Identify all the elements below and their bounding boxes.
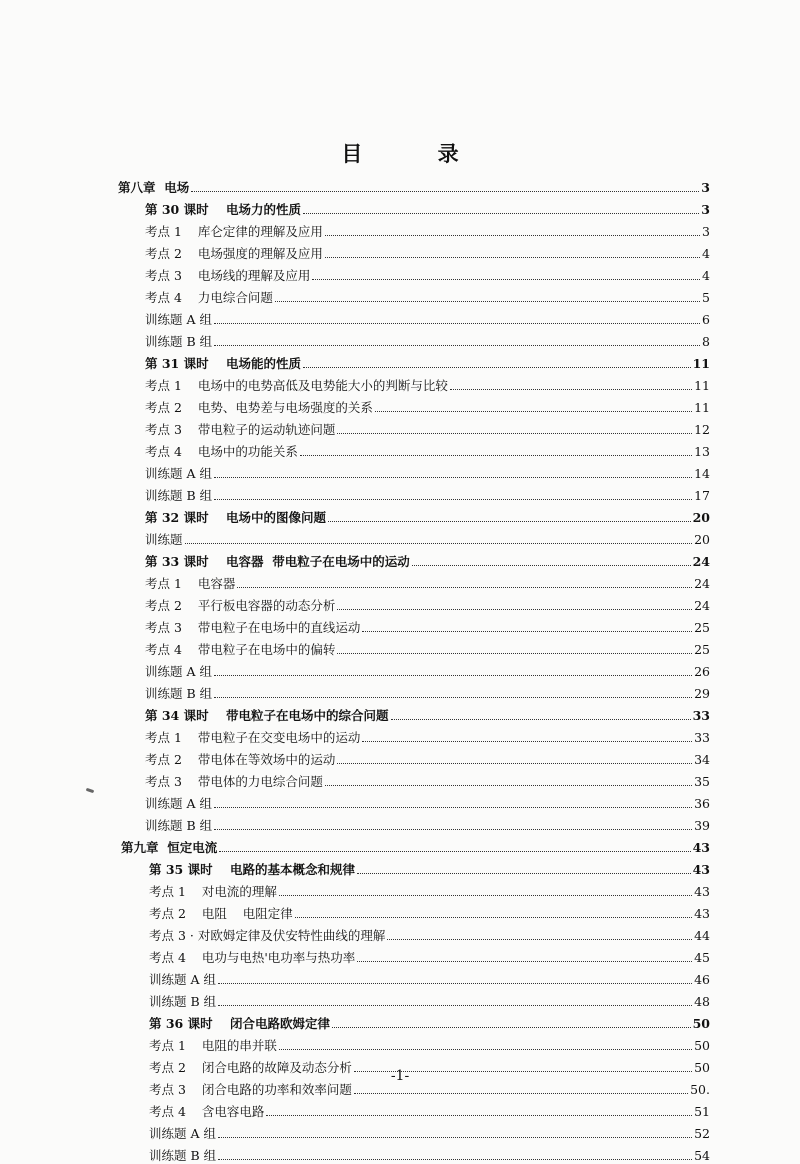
toc-entry-page: 33 — [692, 708, 710, 723]
toc-entry-page: 4 — [702, 268, 710, 283]
dot-leader — [362, 631, 692, 632]
toc-entry-page: 35 — [694, 774, 710, 789]
dot-leader — [219, 851, 690, 852]
toc-entry-page: 25 — [694, 620, 710, 635]
dot-leader — [237, 587, 692, 588]
dot-leader — [214, 477, 692, 478]
page-number: -1- — [390, 1068, 410, 1084]
toc-entry — [145, 328, 710, 350]
toc-entry-page: 3 — [702, 224, 710, 239]
toc-entry-page: 45 — [694, 950, 710, 965]
dot-leader — [214, 345, 700, 346]
toc-entry — [149, 944, 710, 966]
toc-entry-label: 考点 2 电阻 电阻定律 — [149, 906, 293, 921]
toc-entry-page: 24 — [694, 576, 710, 591]
toc-entry-label: 训练题 B 组 — [145, 686, 213, 701]
toc-entry-label: 考点 3 电场线的理解及应用 — [145, 268, 311, 283]
toc-entry — [145, 240, 710, 262]
dot-leader — [295, 917, 692, 918]
toc-entry-page: 50 — [692, 1016, 710, 1031]
toc-entry-page: 5 — [702, 290, 710, 305]
toc-entry-page: 8 — [702, 334, 710, 349]
toc-entry-page: 39 — [694, 818, 710, 833]
dot-leader — [303, 213, 699, 214]
toc-entry-label: 考点 2 电势、电势差与电场强度的关系 — [145, 400, 373, 415]
dot-leader — [266, 1115, 692, 1116]
toc-entry — [145, 548, 710, 570]
dot-leader — [387, 939, 692, 940]
dot-leader — [375, 411, 692, 412]
toc-entry-page: 36 — [694, 796, 710, 811]
scan-speck — [86, 788, 95, 793]
toc-entry — [145, 746, 710, 768]
toc-entry — [145, 284, 710, 306]
toc-entry-page: 3 — [701, 202, 710, 217]
dot-leader — [391, 719, 691, 720]
toc-entry-label: 考点 4 电场中的功能关系 — [145, 444, 298, 459]
toc-entry — [145, 482, 710, 504]
toc-entry-label: 训练题 — [145, 532, 183, 547]
toc-entry-label: 考点 3 · 对欧姆定律及伏安特性曲线的理解 — [149, 928, 386, 943]
toc-entry-page: 26 — [694, 664, 710, 679]
dot-leader — [279, 895, 692, 896]
toc-entry-page: 43 — [694, 906, 710, 921]
toc-entry-label: 训练题 B 组 — [149, 994, 217, 1009]
toc-entry-page: 11 — [694, 378, 710, 393]
toc-entry — [145, 460, 710, 482]
toc-entry-page: 11 — [692, 356, 710, 371]
dot-leader — [362, 741, 692, 742]
toc-entry-page: 50. — [690, 1082, 710, 1097]
toc-entry — [145, 504, 710, 526]
dot-leader — [312, 279, 700, 280]
toc-entry-label: 考点 3 带电粒子的运动轨迹问题 — [145, 422, 336, 437]
dot-leader — [275, 301, 700, 302]
dot-leader — [218, 1159, 692, 1160]
toc-entry-page: 46 — [694, 972, 710, 987]
dot-leader — [214, 675, 692, 676]
toc-entry-label: 考点 1 对电流的理解 — [149, 884, 277, 899]
dot-leader — [325, 785, 692, 786]
toc-entry — [145, 416, 710, 438]
toc-entry-page: 43 — [694, 884, 710, 899]
toc-entry-label: 考点 4 电功与电热'电功率与热功率 — [149, 950, 356, 965]
toc-entry-page: 24 — [692, 554, 710, 569]
toc-entry-page: 4 — [702, 246, 710, 261]
toc-entry-label: 考点 3 带电粒子在电场中的直线运动 — [145, 620, 361, 635]
toc-entry-label: 考点 4 带电粒子在电场中的偏转 — [145, 642, 336, 657]
toc-entry — [145, 636, 710, 658]
toc-entry-label: 考点 4 含电容电路 — [149, 1104, 265, 1119]
dot-leader — [218, 1137, 692, 1138]
dot-leader — [214, 807, 692, 808]
toc-entry-label: 训练题 A 组 — [149, 1126, 216, 1141]
dot-leader — [303, 367, 691, 368]
toc-entry — [145, 438, 710, 460]
toc-entry-label: 考点 2 带电体在等效场中的运动 — [145, 752, 336, 767]
dot-leader — [218, 983, 692, 984]
dot-leader — [337, 653, 692, 654]
toc-entry — [145, 614, 710, 636]
toc-entry-label: 考点 1 带电粒子在交变电场中的运动 — [145, 730, 361, 745]
toc-entry-page: 20 — [694, 532, 710, 547]
toc-entry-page: 34 — [694, 752, 710, 767]
dot-leader — [185, 543, 693, 544]
toc-entry — [149, 1010, 710, 1032]
toc-entry — [145, 218, 710, 240]
toc-entry-page: 13 — [694, 444, 710, 459]
toc-entry — [145, 768, 710, 790]
toc-entry — [145, 306, 710, 328]
toc-entry-page: 43 — [692, 862, 710, 877]
dot-leader — [214, 829, 692, 830]
dot-leader — [412, 565, 691, 566]
toc-entry-page: 50 — [694, 1038, 710, 1053]
toc-entry-page: 24 — [694, 598, 710, 613]
dot-leader — [328, 521, 691, 522]
toc-entry — [149, 856, 710, 878]
toc-entry-label: 考点 1 电容器 — [145, 576, 236, 591]
toc-entry-page: 17 — [694, 488, 710, 503]
toc-entry-page: 43 — [692, 840, 710, 855]
dot-leader — [450, 389, 692, 390]
toc-entry — [145, 790, 710, 812]
toc-entry-page: 50 — [694, 1060, 710, 1075]
toc-entry — [121, 834, 710, 856]
dot-leader — [337, 433, 692, 434]
toc-entry-page: 25 — [694, 642, 710, 657]
toc-entry-page: 3 — [701, 180, 710, 195]
toc-entry-label: 考点 2 电场强度的理解及应用 — [145, 246, 323, 261]
dot-leader — [337, 609, 692, 610]
dot-leader — [191, 191, 699, 192]
toc-entry — [149, 1142, 710, 1164]
toc-entry — [145, 592, 710, 614]
toc-entry-label: 第八章 电场 — [118, 180, 190, 195]
toc-entry-label: 训练题 A 组 — [145, 466, 212, 481]
toc-entry — [118, 174, 710, 196]
toc-entry — [145, 350, 710, 372]
dot-leader — [218, 1005, 692, 1006]
toc-entry-label: 训练题 A 组 — [145, 664, 212, 679]
toc-entry-page: 14 — [694, 466, 710, 481]
toc-entry-page: 44 — [694, 928, 710, 943]
toc-entry-label: 考点 2 平行板电容器的动态分析 — [145, 598, 336, 613]
toc-entry-page: 51 — [694, 1104, 710, 1119]
dot-leader — [279, 1049, 692, 1050]
dot-leader — [214, 323, 700, 324]
toc-entry — [145, 526, 710, 548]
toc-entry-label: 训练题 B 组 — [145, 818, 213, 833]
toc-entry-label: 第 30 课时 电场力的性质 — [145, 202, 302, 217]
toc-entry-label: 训练题 A 组 — [145, 312, 212, 327]
dot-leader — [337, 763, 692, 764]
dot-leader — [354, 1093, 688, 1094]
toc-entry — [145, 196, 710, 218]
toc-entry — [149, 966, 710, 988]
toc-entry — [145, 702, 710, 724]
dot-leader — [325, 235, 700, 236]
toc-entry-label: 第 32 课时 电场中的图像问题 — [145, 510, 327, 525]
toc-entry — [149, 878, 710, 900]
toc-entry-label: 第 34 课时 带电粒子在电场中的综合问题 — [145, 708, 389, 723]
toc-entry — [145, 394, 710, 416]
dot-leader — [357, 961, 692, 962]
dot-leader — [357, 873, 691, 874]
toc-entry — [149, 988, 710, 1010]
toc-entry-label: 考点 1 库仑定律的理解及应用 — [145, 224, 323, 239]
toc-entry-label: 考点 1 电阻的串并联 — [149, 1038, 277, 1053]
toc-entry-label: 考点 3 带电体的力电综合问题 — [145, 774, 323, 789]
toc-entry — [149, 1120, 710, 1142]
toc-entry-page: 11 — [694, 400, 710, 415]
toc-entry-page: 6 — [702, 312, 710, 327]
toc-entry — [149, 1098, 710, 1120]
toc-entry-page: 29 — [694, 686, 710, 701]
toc-entry-label: 考点 3 闭合电路的功率和效率问题 — [149, 1082, 352, 1097]
toc-entry — [145, 680, 710, 702]
toc-entry — [149, 1032, 710, 1054]
toc-entry-label: 考点 1 电场中的电势高低及电势能大小的判断与比较 — [145, 378, 448, 393]
toc-entry-page: 54 — [694, 1148, 710, 1163]
toc-entry-label: 第 35 课时 电路的基本概念和规律 — [149, 862, 356, 877]
dot-leader — [332, 1027, 691, 1028]
toc-entry-page: 52 — [694, 1126, 710, 1141]
toc-entry-label: 第 31 课时 电场能的性质 — [145, 356, 302, 371]
toc-entry — [149, 922, 710, 944]
toc-entry-label: 训练题 B 组 — [149, 1148, 217, 1163]
dot-leader — [214, 499, 692, 500]
dot-leader — [214, 697, 692, 698]
toc-entry-page: 20 — [692, 510, 710, 525]
toc-entry — [145, 570, 710, 592]
toc-entry — [145, 262, 710, 284]
toc-entry-label: 训练题 B 组 — [145, 334, 213, 349]
toc-entry-page: 12 — [694, 422, 710, 437]
toc-entry-label: 训练题 B 组 — [145, 488, 213, 503]
toc-entry-page: 48 — [694, 994, 710, 1009]
toc-entry-page: 33 — [694, 730, 710, 745]
toc-entry-label: 考点 4 力电综合问题 — [145, 290, 273, 305]
toc-entry — [149, 900, 710, 922]
toc-entry — [145, 812, 710, 834]
toc-entry-label: 第九章 恒定电流 — [121, 840, 218, 855]
toc-entry-label: 训练题 A 组 — [145, 796, 212, 811]
dot-leader — [300, 455, 692, 456]
toc-entry — [145, 372, 710, 394]
toc-entry-label: 第 33 课时 电容器 带电粒子在电场中的运动 — [145, 554, 410, 569]
toc-entry-label: 第 36 课时 闭合电路欧姆定律 — [149, 1016, 331, 1031]
page-title: 目 录 — [341, 141, 493, 166]
toc-entry — [145, 658, 710, 680]
toc-entry-label: 考点 2 闭合电路的故障及动态分析 — [149, 1060, 352, 1075]
dot-leader — [325, 257, 700, 258]
toc-entry-label: 训练题 A 组 — [149, 972, 216, 987]
toc-entry — [145, 724, 710, 746]
